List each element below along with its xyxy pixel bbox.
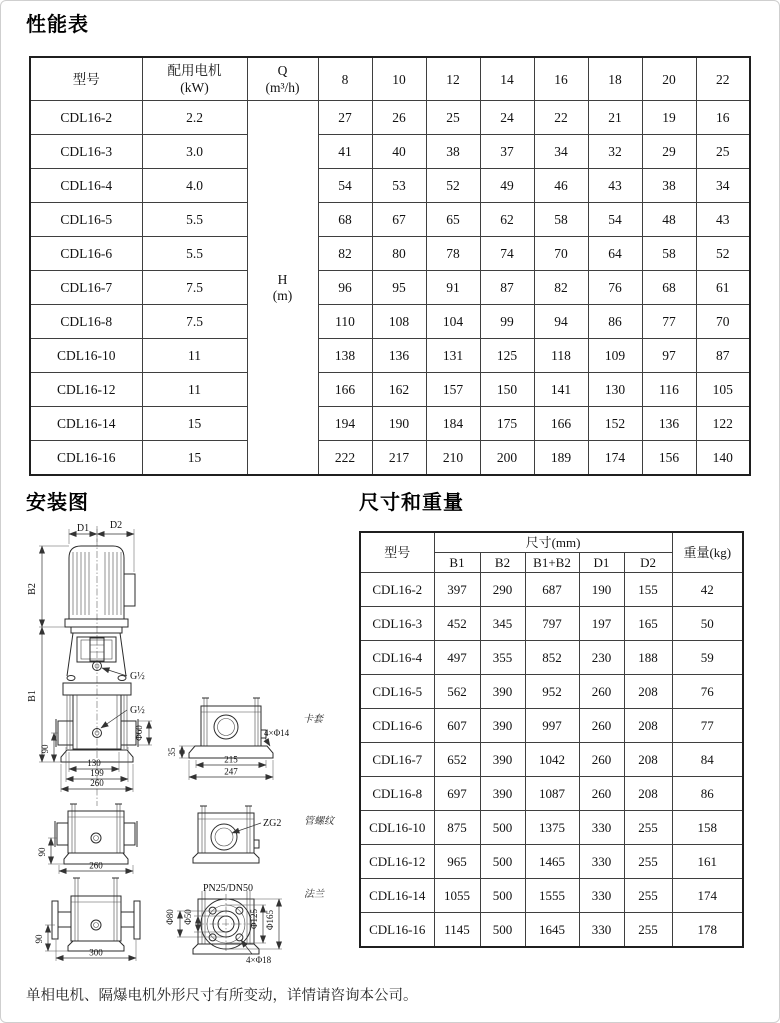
flow-value-header: 10 <box>372 57 426 101</box>
dim-260-label: 260 <box>89 860 103 871</box>
value-cell: 1042 <box>525 743 579 777</box>
value-cell: 390 <box>480 777 525 811</box>
head-value-cell: 52 <box>696 237 750 271</box>
head-value-cell: 86 <box>588 305 642 339</box>
head-value-cell: 19 <box>642 101 696 135</box>
value-cell: 500 <box>480 879 525 913</box>
value-cell: 290 <box>480 573 525 607</box>
head-value-cell: 108 <box>372 305 426 339</box>
model-cell: CDL16-16 <box>360 913 434 948</box>
flow-header-line2: (m³/h) <box>265 80 300 95</box>
head-unit-line1: H <box>277 271 288 287</box>
col-header-model: 型号 <box>30 57 142 101</box>
head-value-cell: 222 <box>318 441 372 476</box>
performance-row <box>30 135 750 169</box>
value-cell: 255 <box>624 879 672 913</box>
value-cell: 1145 <box>434 913 480 948</box>
value-cell: 355 <box>480 641 525 675</box>
head-value-cell: 32 <box>588 135 642 169</box>
head-value-cell: 48 <box>642 203 696 237</box>
head-value-cell: 68 <box>318 203 372 237</box>
dimension-table-body <box>360 573 743 948</box>
head-value-cell: 40 <box>372 135 426 169</box>
power-cell: 11 <box>142 339 247 373</box>
clamp-connection-label: 卡套 <box>303 714 323 725</box>
flow-value-header: 14 <box>480 57 534 101</box>
model-cell: CDL16-12 <box>30 373 142 407</box>
head-value-cell: 131 <box>426 339 480 373</box>
head-value-cell: 152 <box>588 407 642 441</box>
value-cell: 497 <box>434 641 480 675</box>
power-cell: 5.5 <box>142 237 247 271</box>
head-value-cell: 24 <box>480 101 534 135</box>
dimension-row <box>360 641 743 675</box>
motor-header-line1: 配用电机 <box>167 63 222 78</box>
head-value-cell: 34 <box>534 135 588 169</box>
dim-130-label: 130 <box>87 758 101 768</box>
performance-table-body <box>30 101 750 476</box>
model-cell: CDL16-8 <box>360 777 434 811</box>
head-value-cell: 130 <box>588 373 642 407</box>
head-value-cell: 156 <box>642 441 696 476</box>
value-cell: 255 <box>624 913 672 948</box>
value-cell: 390 <box>480 675 525 709</box>
power-cell: 7.5 <box>142 271 247 305</box>
value-cell: 562 <box>434 675 480 709</box>
head-value-cell: 70 <box>534 237 588 271</box>
head-value-cell: 78 <box>426 237 480 271</box>
head-value-cell: 80 <box>372 237 426 271</box>
value-cell: 42 <box>672 573 743 607</box>
value-cell: 208 <box>624 675 672 709</box>
value-cell: 174 <box>672 879 743 913</box>
value-cell: 1055 <box>434 879 480 913</box>
performance-row <box>30 101 750 135</box>
value-cell: 208 <box>624 709 672 743</box>
value-cell: 260 <box>579 743 624 777</box>
head-value-cell: 43 <box>588 169 642 203</box>
dim-247-label: 247 <box>224 766 238 777</box>
dimension-row <box>360 573 743 607</box>
head-value-cell: 125 <box>480 339 534 373</box>
performance-header-row <box>30 57 750 101</box>
flow-header-line1: Q <box>277 63 288 78</box>
value-cell: 50 <box>672 607 743 641</box>
head-value-cell: 189 <box>534 441 588 476</box>
installation-title: 安装图 <box>26 492 89 514</box>
thread-connection-label: 管螺纹 <box>304 816 334 827</box>
value-cell: 390 <box>480 709 525 743</box>
col-header-size-group: 尺寸(mm) <box>434 532 672 553</box>
pump-base-plain-view <box>37 804 137 874</box>
head-value-cell: 116 <box>642 373 696 407</box>
value-cell: 178 <box>672 913 743 948</box>
value-cell: 500 <box>480 845 525 879</box>
value-cell: 208 <box>624 743 672 777</box>
phi50-label: Φ50 <box>183 909 193 925</box>
head-value-cell: 217 <box>372 441 426 476</box>
value-cell: 345 <box>480 607 525 641</box>
value-cell: 687 <box>525 573 579 607</box>
head-value-cell: 62 <box>480 203 534 237</box>
power-cell: 5.5 <box>142 203 247 237</box>
head-value-cell: 118 <box>534 339 588 373</box>
model-cell: CDL16-3 <box>30 135 142 169</box>
pump-front-view <box>27 520 152 806</box>
value-cell: 875 <box>434 811 480 845</box>
flow-value-header: 8 <box>318 57 372 101</box>
value-cell: 500 <box>480 811 525 845</box>
value-cell: 607 <box>434 709 480 743</box>
flange-connection-label: 法兰 <box>304 889 324 900</box>
head-value-cell: 34 <box>696 169 750 203</box>
head-value-cell: 105 <box>696 373 750 407</box>
flow-value-header: 22 <box>696 57 750 101</box>
value-cell: 260 <box>579 675 624 709</box>
head-value-cell: 87 <box>696 339 750 373</box>
d1-label: D1 <box>76 523 90 534</box>
head-value-cell: 52 <box>426 169 480 203</box>
head-value-cell: 166 <box>318 373 372 407</box>
model-cell: CDL16-14 <box>30 407 142 441</box>
d2-label: D2 <box>109 520 123 531</box>
head-value-cell: 21 <box>588 101 642 135</box>
head-value-cell: 97 <box>642 339 696 373</box>
head-value-cell: 49 <box>480 169 534 203</box>
dim-90-label: 90 <box>40 744 50 754</box>
value-cell: 255 <box>624 845 672 879</box>
col-header-weight: 重量(kg) <box>672 532 743 573</box>
value-cell: 330 <box>579 913 624 948</box>
model-cell: CDL16-12 <box>360 845 434 879</box>
value-cell: 652 <box>434 743 480 777</box>
head-value-cell: 64 <box>588 237 642 271</box>
col-header-b2: B2 <box>480 553 525 573</box>
head-value-cell: 110 <box>318 305 372 339</box>
head-value-cell: 65 <box>426 203 480 237</box>
model-cell: CDL16-16 <box>30 441 142 476</box>
head-value-cell: 25 <box>696 135 750 169</box>
value-cell: 330 <box>579 811 624 845</box>
power-cell: 4.0 <box>142 169 247 203</box>
value-cell: 208 <box>624 777 672 811</box>
model-cell: CDL16-2 <box>360 573 434 607</box>
dimension-row <box>360 675 743 709</box>
head-value-cell: 122 <box>696 407 750 441</box>
value-cell: 197 <box>579 607 624 641</box>
head-value-cell: 77 <box>642 305 696 339</box>
zg2-label: ZG2 <box>263 818 282 829</box>
col-header-d2: D2 <box>624 553 672 573</box>
model-cell: CDL16-6 <box>30 237 142 271</box>
head-value-cell: 61 <box>696 271 750 305</box>
value-cell: 1465 <box>525 845 579 879</box>
head-value-cell: 22 <box>534 101 588 135</box>
value-cell: 500 <box>480 913 525 948</box>
head-value-cell: 104 <box>426 305 480 339</box>
value-cell: 188 <box>624 641 672 675</box>
dimension-row <box>360 777 743 811</box>
head-value-cell: 157 <box>426 373 480 407</box>
head-value-cell: 16 <box>696 101 750 135</box>
head-unit-cell <box>247 101 318 476</box>
model-cell: CDL16-10 <box>360 811 434 845</box>
b1-label: B1 <box>27 690 38 702</box>
value-cell: 397 <box>434 573 480 607</box>
b2-label: B2 <box>27 583 38 595</box>
power-cell: 11 <box>142 373 247 407</box>
power-cell: 3.0 <box>142 135 247 169</box>
value-cell: 190 <box>579 573 624 607</box>
dimension-header-row1 <box>360 532 743 553</box>
value-cell: 84 <box>672 743 743 777</box>
value-cell: 260 <box>579 777 624 811</box>
head-unit-line2: (m) <box>272 287 293 303</box>
head-value-cell: 74 <box>480 237 534 271</box>
model-cell: CDL16-14 <box>360 879 434 913</box>
value-cell: 1645 <box>525 913 579 948</box>
head-value-cell: 41 <box>318 135 372 169</box>
col-header-flow <box>247 57 318 101</box>
model-cell: CDL16-5 <box>360 675 434 709</box>
performance-row <box>30 373 750 407</box>
power-cell: 15 <box>142 407 247 441</box>
model-cell: CDL16-2 <box>30 101 142 135</box>
col-header-motor <box>142 57 247 101</box>
head-value-cell: 210 <box>426 441 480 476</box>
head-value-cell: 46 <box>534 169 588 203</box>
model-cell: CDL16-7 <box>30 271 142 305</box>
value-cell: 255 <box>624 811 672 845</box>
dim-90-label: 90 <box>34 934 44 944</box>
value-cell: 77 <box>672 709 743 743</box>
motor-header-line2: (kW) <box>180 80 209 95</box>
dimension-table <box>359 531 744 948</box>
head-value-cell: 94 <box>534 305 588 339</box>
model-cell: CDL16-5 <box>30 203 142 237</box>
dimension-row <box>360 879 743 913</box>
flow-value-header: 20 <box>642 57 696 101</box>
power-cell: 7.5 <box>142 305 247 339</box>
value-cell: 1375 <box>525 811 579 845</box>
dim-215-label: 215 <box>224 754 238 765</box>
bolt-18-label: 4×Φ18 <box>246 955 272 965</box>
head-value-cell: 82 <box>318 237 372 271</box>
model-cell: CDL16-8 <box>30 305 142 339</box>
head-value-cell: 68 <box>642 271 696 305</box>
value-cell: 330 <box>579 879 624 913</box>
pn-rating-label: PN25/DN50 <box>202 883 254 894</box>
col-header-d1: D1 <box>579 553 624 573</box>
model-cell: CDL16-10 <box>30 339 142 373</box>
phi60-label: Φ60 <box>134 725 144 741</box>
pump-flange-view <box>165 883 325 965</box>
performance-row <box>30 339 750 373</box>
head-value-cell: 25 <box>426 101 480 135</box>
head-value-cell: 150 <box>480 373 534 407</box>
head-value-cell: 96 <box>318 271 372 305</box>
performance-table <box>29 56 751 476</box>
head-value-cell: 136 <box>372 339 426 373</box>
head-value-cell: 29 <box>642 135 696 169</box>
model-cell: CDL16-4 <box>30 169 142 203</box>
head-value-cell: 200 <box>480 441 534 476</box>
flow-value-header: 18 <box>588 57 642 101</box>
value-cell: 1087 <box>525 777 579 811</box>
value-cell: 697 <box>434 777 480 811</box>
head-value-cell: 91 <box>426 271 480 305</box>
power-cell: 2.2 <box>142 101 247 135</box>
g-half-bottom-label: G½ <box>130 705 145 716</box>
dimension-row <box>360 913 743 948</box>
value-cell: 390 <box>480 743 525 777</box>
model-cell: CDL16-6 <box>360 709 434 743</box>
dimension-row <box>360 845 743 879</box>
performance-row <box>30 441 750 476</box>
head-value-cell: 184 <box>426 407 480 441</box>
value-cell: 86 <box>672 777 743 811</box>
pump-base-thread-view <box>193 806 336 863</box>
phi80-label: Φ80 <box>165 909 175 925</box>
value-cell: 260 <box>579 709 624 743</box>
value-cell: 330 <box>579 845 624 879</box>
dim-90-label: 90 <box>37 847 47 857</box>
head-value-cell: 99 <box>480 305 534 339</box>
head-value-cell: 37 <box>480 135 534 169</box>
performance-title: 性能表 <box>26 14 89 36</box>
head-value-cell: 27 <box>318 101 372 135</box>
head-value-cell: 26 <box>372 101 426 135</box>
dim-260-label: 260 <box>90 778 104 788</box>
g-half-top-label: G½ <box>130 671 145 682</box>
head-value-cell: 67 <box>372 203 426 237</box>
head-value-cell: 38 <box>426 135 480 169</box>
dimension-row <box>360 607 743 641</box>
head-value-cell: 162 <box>372 373 426 407</box>
head-value-cell: 82 <box>534 271 588 305</box>
value-cell: 161 <box>672 845 743 879</box>
pump-base-clamp-view <box>167 698 325 780</box>
head-value-cell: 70 <box>696 305 750 339</box>
col-header-model: 型号 <box>360 532 434 573</box>
power-cell: 15 <box>142 441 247 476</box>
value-cell: 1555 <box>525 879 579 913</box>
dim-199-label: 199 <box>90 768 104 778</box>
model-cell: CDL16-4 <box>360 641 434 675</box>
head-value-cell: 43 <box>696 203 750 237</box>
col-header-b1b2: B1+B2 <box>525 553 579 573</box>
footer-note: 单相电机、隔爆电机外形尺寸有所变动，详情请咨询本公司。 <box>26 988 418 1004</box>
phi165-label: Φ165 <box>265 909 275 931</box>
flow-value-header: 12 <box>426 57 480 101</box>
head-value-cell: 174 <box>588 441 642 476</box>
performance-row <box>30 271 750 305</box>
value-cell: 997 <box>525 709 579 743</box>
value-cell: 452 <box>434 607 480 641</box>
head-value-cell: 54 <box>588 203 642 237</box>
value-cell: 59 <box>672 641 743 675</box>
model-cell: CDL16-3 <box>360 607 434 641</box>
value-cell: 965 <box>434 845 480 879</box>
value-cell: 165 <box>624 607 672 641</box>
head-value-cell: 87 <box>480 271 534 305</box>
bolt-14-label: 4×Φ14 <box>264 728 290 738</box>
head-value-cell: 141 <box>534 373 588 407</box>
dimension-row <box>360 709 743 743</box>
performance-row <box>30 203 750 237</box>
value-cell: 852 <box>525 641 579 675</box>
performance-row <box>30 169 750 203</box>
value-cell: 952 <box>525 675 579 709</box>
head-value-cell: 109 <box>588 339 642 373</box>
col-header-b1: B1 <box>434 553 480 573</box>
head-value-cell: 54 <box>318 169 372 203</box>
dimensions-title: 尺寸和重量 <box>359 492 464 514</box>
dimension-row <box>360 743 743 777</box>
installation-diagram <box>21 516 351 971</box>
head-value-cell: 58 <box>642 237 696 271</box>
head-value-cell: 190 <box>372 407 426 441</box>
model-cell: CDL16-7 <box>360 743 434 777</box>
head-value-cell: 166 <box>534 407 588 441</box>
head-value-cell: 136 <box>642 407 696 441</box>
head-value-cell: 140 <box>696 441 750 476</box>
head-value-cell: 138 <box>318 339 372 373</box>
head-value-cell: 53 <box>372 169 426 203</box>
value-cell: 797 <box>525 607 579 641</box>
value-cell: 76 <box>672 675 743 709</box>
head-value-cell: 58 <box>534 203 588 237</box>
flow-value-header: 16 <box>534 57 588 101</box>
performance-row <box>30 237 750 271</box>
dim-35-label: 35 <box>167 747 177 757</box>
pump-base-flangeport-view <box>34 878 140 961</box>
phi125-label: Φ125 <box>249 908 259 930</box>
performance-row <box>30 407 750 441</box>
value-cell: 155 <box>624 573 672 607</box>
head-value-cell: 38 <box>642 169 696 203</box>
head-value-cell: 194 <box>318 407 372 441</box>
value-cell: 158 <box>672 811 743 845</box>
head-value-cell: 95 <box>372 271 426 305</box>
performance-row <box>30 305 750 339</box>
dimension-row <box>360 811 743 845</box>
dim-300-label: 300 <box>89 947 103 958</box>
head-value-cell: 175 <box>480 407 534 441</box>
value-cell: 230 <box>579 641 624 675</box>
head-value-cell: 76 <box>588 271 642 305</box>
